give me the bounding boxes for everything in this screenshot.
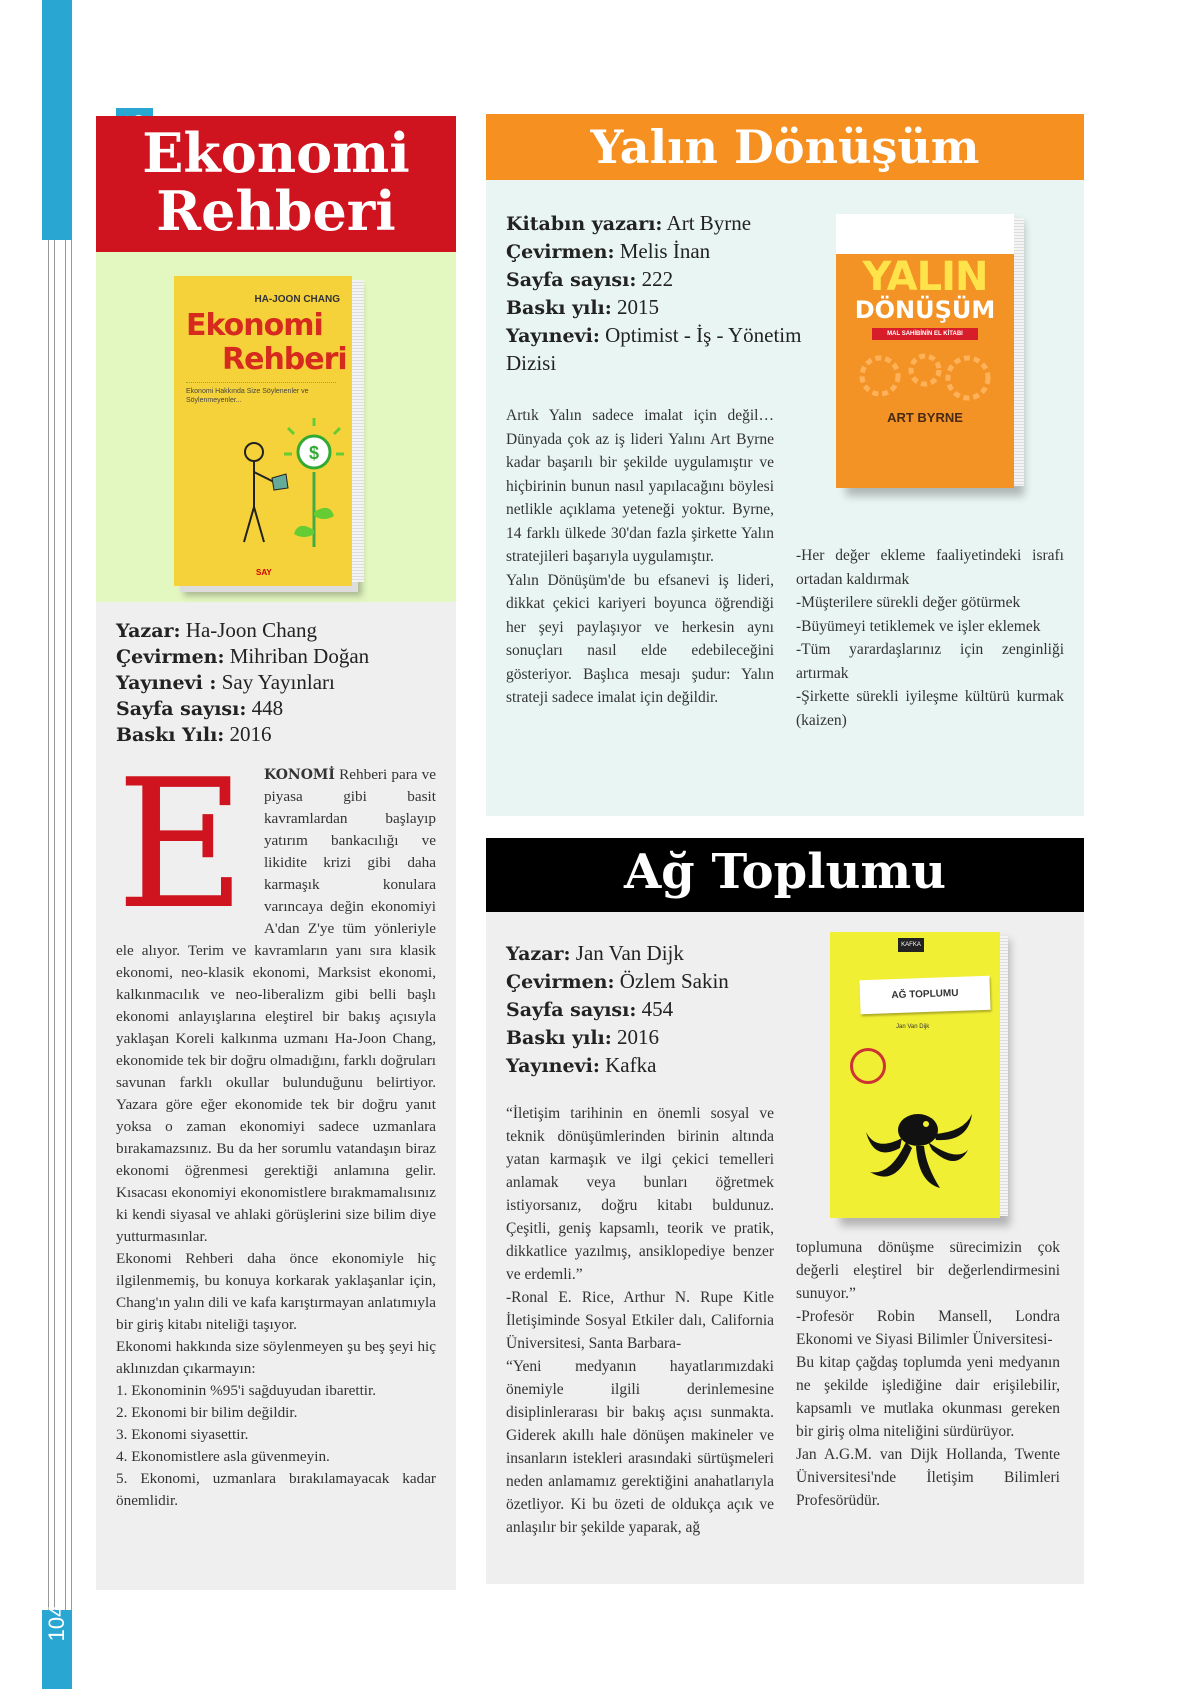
meta-publisher: Yayınevi: Optimist - İş - Yönetim Dizisi <box>506 323 802 375</box>
meta-translator: Çevirmen: Özlem Sakin <box>506 969 729 993</box>
list-item: 4. Ekonomistlere asla güvenmeyin. <box>116 1448 330 1465</box>
cover-title-1: Ekonomi <box>186 308 323 343</box>
book-cover-ekonomi-rehberi <box>174 276 352 586</box>
review-title: Yalın Dönüşüm <box>590 120 980 174</box>
page-number: 104 <box>44 1604 69 1642</box>
review-body <box>116 741 436 1512</box>
stick-figure-money-plant-icon <box>234 412 344 562</box>
book-meta <box>116 618 446 748</box>
review-header <box>96 116 456 252</box>
list-item: -Tüm yarardaşlarınız için zenginliği artırmak <box>796 641 1064 682</box>
stamp-icon <box>850 1048 886 1084</box>
cover-subtitle: Ekonomi Hakkında Size Söylenenler ve Söylenmeyenler... <box>186 382 336 405</box>
review-body-col1 <box>506 1102 774 1539</box>
meta-pages: Sayfa sayısı: 448 <box>116 696 284 720</box>
cover-title: AĞ TOPLUMU <box>859 976 990 1015</box>
cover-author: ART BYRNE <box>887 410 963 425</box>
book-meta <box>506 940 806 1080</box>
review-yalin-donusum <box>486 114 1084 816</box>
svg-text:$: $ <box>308 443 320 463</box>
body-paragraph: -Ronal E. Rice, Arthur N. Rupe Kitle İletişiminde Sosyal Etkiler dalı, California Üniversitesi, Santa Barbara- <box>506 1289 774 1352</box>
body-paragraph: Bu kitap çağdaş toplumda yeni medyanın ne şekilde işlediğine dair erişilebilir, kapsamlı ve mutlaka okunması gereken bir giriş olma niteliğini sürdürüyor. <box>796 1354 1060 1440</box>
cover-title-1: YALIN <box>862 254 988 300</box>
review-title: Ağ Toplumu <box>623 844 947 900</box>
list-item: 1. Ekonominin %95'i sağduyudan ibarettir. <box>116 1382 377 1399</box>
side-rules <box>48 240 72 1610</box>
review-body-col2 <box>796 1236 1060 1512</box>
review-ag-toplumu <box>486 838 1084 1584</box>
list-item: -Şirkette sürekli iyileşme kültürü kurmak (kaizen) <box>796 688 1064 729</box>
body-paragraph: KONOMİ Rehberi para ve piyasa gibi basit kavramlardan başlayıp yatırım bankacılığı ve likidite krizi gibi daha karmaşık konulara varıncaya değin ekonomiyi A'dan Z'ye tüm yönleriyle ele alıyor. Terim ve kavramların yanı sıra klasik ekonomi, neo-klasik ekonomi, Marksist ekonomi, kalkınmacılık ve neo-liberalizm gibi belli başlı ekonomi anlayışlarına eleştirel bir bakış açısıyla yaklaşan Koreli kalkınma uzmanı Ha-Joon Chang, ekonomide tek bir doğru olmadığını, farklı doğruları savunan farklı okullar bulunduğunu belirtiyor. Yazara göre eğer ekonomide tek bir doğru yanıt yoksa o zaman ekonomiyi sadece uzmanlara bırakamazsınız. Bu da her sorumlu vatandaşın biraz ekonomi öğrenmesi gerektiği anlamına gelir. Kısacası ekonomiyi ekonomistlere bırakmamalısınız ki kendi siyasal ve ahlaki görüşlerini size bilim diye yutturmasınlar. <box>116 766 436 1245</box>
gears-icon <box>850 346 1000 406</box>
body-paragraph: “Yeni medyanın hayatlarımızdaki önemiyle ilgili derinlemesine disiplinlerarası bir bakış açısı sunmakta. Giderek akıllı hale dönüşen makineler ve insanların istekleri arasındaki sürtüşmeleri neden anlamamız gerektiğini anahatlarıyla özetliyor. Ki bu özeti de oldukça açık ve anlaşılır bir şekilde yaparak, ağ <box>506 1358 774 1536</box>
body-paragraph: Ekonomi hakkında size söylenmeyen şu beş şeyi hiç aklınızdan çıkarmayın: <box>116 1338 436 1377</box>
meta-pages: Sayfa sayısı: 454 <box>506 997 674 1021</box>
octopus-icon <box>856 1092 976 1192</box>
meta-publisher: Yayınevi: Kafka <box>506 1053 657 1077</box>
list-item: 2. Ekonomi bir bilim değildir. <box>116 1404 298 1421</box>
meta-publisher: Yayınevi : Say Yayınları <box>116 670 335 694</box>
drop-cap: E <box>116 741 246 948</box>
cover-publisher: SAY <box>256 568 272 577</box>
book-cover-yalin-donusum <box>836 214 1014 488</box>
cover-author: HA-JOON CHANG <box>254 294 340 305</box>
body-paragraph: Jan A.G.M. van Dijk Hollanda, Twente Üniversitesi'nde İletişim Bilimleri Profesörüdür. <box>796 1446 1060 1509</box>
list-item: -Büyümeyi tetiklemek ve işler eklemek <box>796 617 1041 635</box>
meta-author: Yazar: Ha-Joon Chang <box>116 618 318 642</box>
lead-word: KONOMİ <box>263 767 335 783</box>
list-item: 3. Ekonomi siyasettir. <box>116 1426 249 1443</box>
list-item: 5. Ekonomi, uzmanlara bırakılamayacak kadar önemlidir. <box>116 1470 436 1509</box>
meta-translator: Çevirmen: Mihriban Doğan <box>116 644 370 668</box>
body-paragraph: Yalın Dönüşüm'de bu efsanevi iş lideri, dikkat çekici kariyeri boyunca öğrendiği her şeyi paylaşıyor ve herkesin aynı sonuçları nasıl elde edebileceğini gösteriyor. Başlıca mesajı şudur: Yalın strateji sadece imalat için değildir. <box>506 571 774 706</box>
meta-year: Baskı yılı: 2015 <box>506 295 660 319</box>
meta-author: Kitabın yazarı: Art Byrne <box>506 211 752 235</box>
review-header <box>486 114 1084 180</box>
list-item: -Müşterilere sürekli değer götürmek <box>796 594 1021 611</box>
cover-badge: MAL SAHİBİNİN EL KİTABI <box>872 328 978 340</box>
review-ekonomi-rehberi <box>96 116 456 1590</box>
review-header <box>486 838 1084 912</box>
meta-author: Yazar: Jan Van Dijk <box>506 941 684 965</box>
meta-year: Baskı Yılı: 2016 <box>116 722 272 746</box>
review-title <box>96 121 456 243</box>
cover-author: Jan Van Dijk <box>896 1024 930 1030</box>
body-paragraph: toplumuna dönüşme sürecimizin çok değerli eleştirel bir değerlendirmesini sunuyor.” <box>796 1239 1060 1302</box>
cover-title-2: DÖNÜŞÜM <box>854 296 996 324</box>
cover-top-strip <box>836 214 1014 254</box>
title-line-1: Ekonomi <box>142 121 410 185</box>
body-paragraph: Ekonomi Rehberi daha önce ekonomiyle hiç ilgilenmemiş, bu konuya korkarak yaklaşanlar için, Chang'ın yalın dili ve kafa karıştırmayan anlatımıyla bir giriş kitabı niteliği taşıyor. <box>116 1250 436 1333</box>
meta-year: Baskı yılı: 2016 <box>506 1025 660 1049</box>
cover-publisher: KAFKA <box>898 938 924 952</box>
body-paragraph: -Profesör Robin Mansell, Londra Ekonomi ve Siyasi Bilimler Üniversitesi- <box>796 1308 1060 1348</box>
cover-title-2: Rehberi <box>222 342 347 377</box>
book-cover-ag-toplumu <box>830 932 1000 1218</box>
review-body-col2 <box>796 544 1064 732</box>
list-item: -Her değer ekleme faaliyetindeki israfı ortadan kaldırmak <box>796 547 1064 588</box>
body-paragraph: Artık Yalın sadece imalat için değil… Dünyada çok az iş lideri Yalını Art Byrne kadar başarılı bir şekilde uygulamıştır ve hiçbirinin bunun nasıl yapılacağını böylesi netlikle açıklama yeteneği yoktur. Byrne, 14 farklı ülkede 30'dan fazla şirkette Yalın stratejileri başarıyla uygulamıştır. <box>506 407 774 565</box>
title-line-2: Rehberi <box>156 179 396 243</box>
review-body-col1 <box>506 404 774 710</box>
meta-pages: Sayfa sayısı: 222 <box>506 267 674 291</box>
book-meta <box>506 210 806 377</box>
meta-translator: Çevirmen: Melis İnan <box>506 239 711 263</box>
body-paragraph: “İletişim tarihinin en önemli sosyal ve teknik dönüşümlerinden birinin altında yatan karmaşık ve ilgi çekici temelleri anlamak veya bunları öğretmek istiyorsanız, doğru kitabı buldunuz. Çeşitli, geniş kapsamlı, teorik ve pratik, dikkatlice yazılmış, ansiklopediye benzer ve erdemli.” <box>506 1105 774 1283</box>
